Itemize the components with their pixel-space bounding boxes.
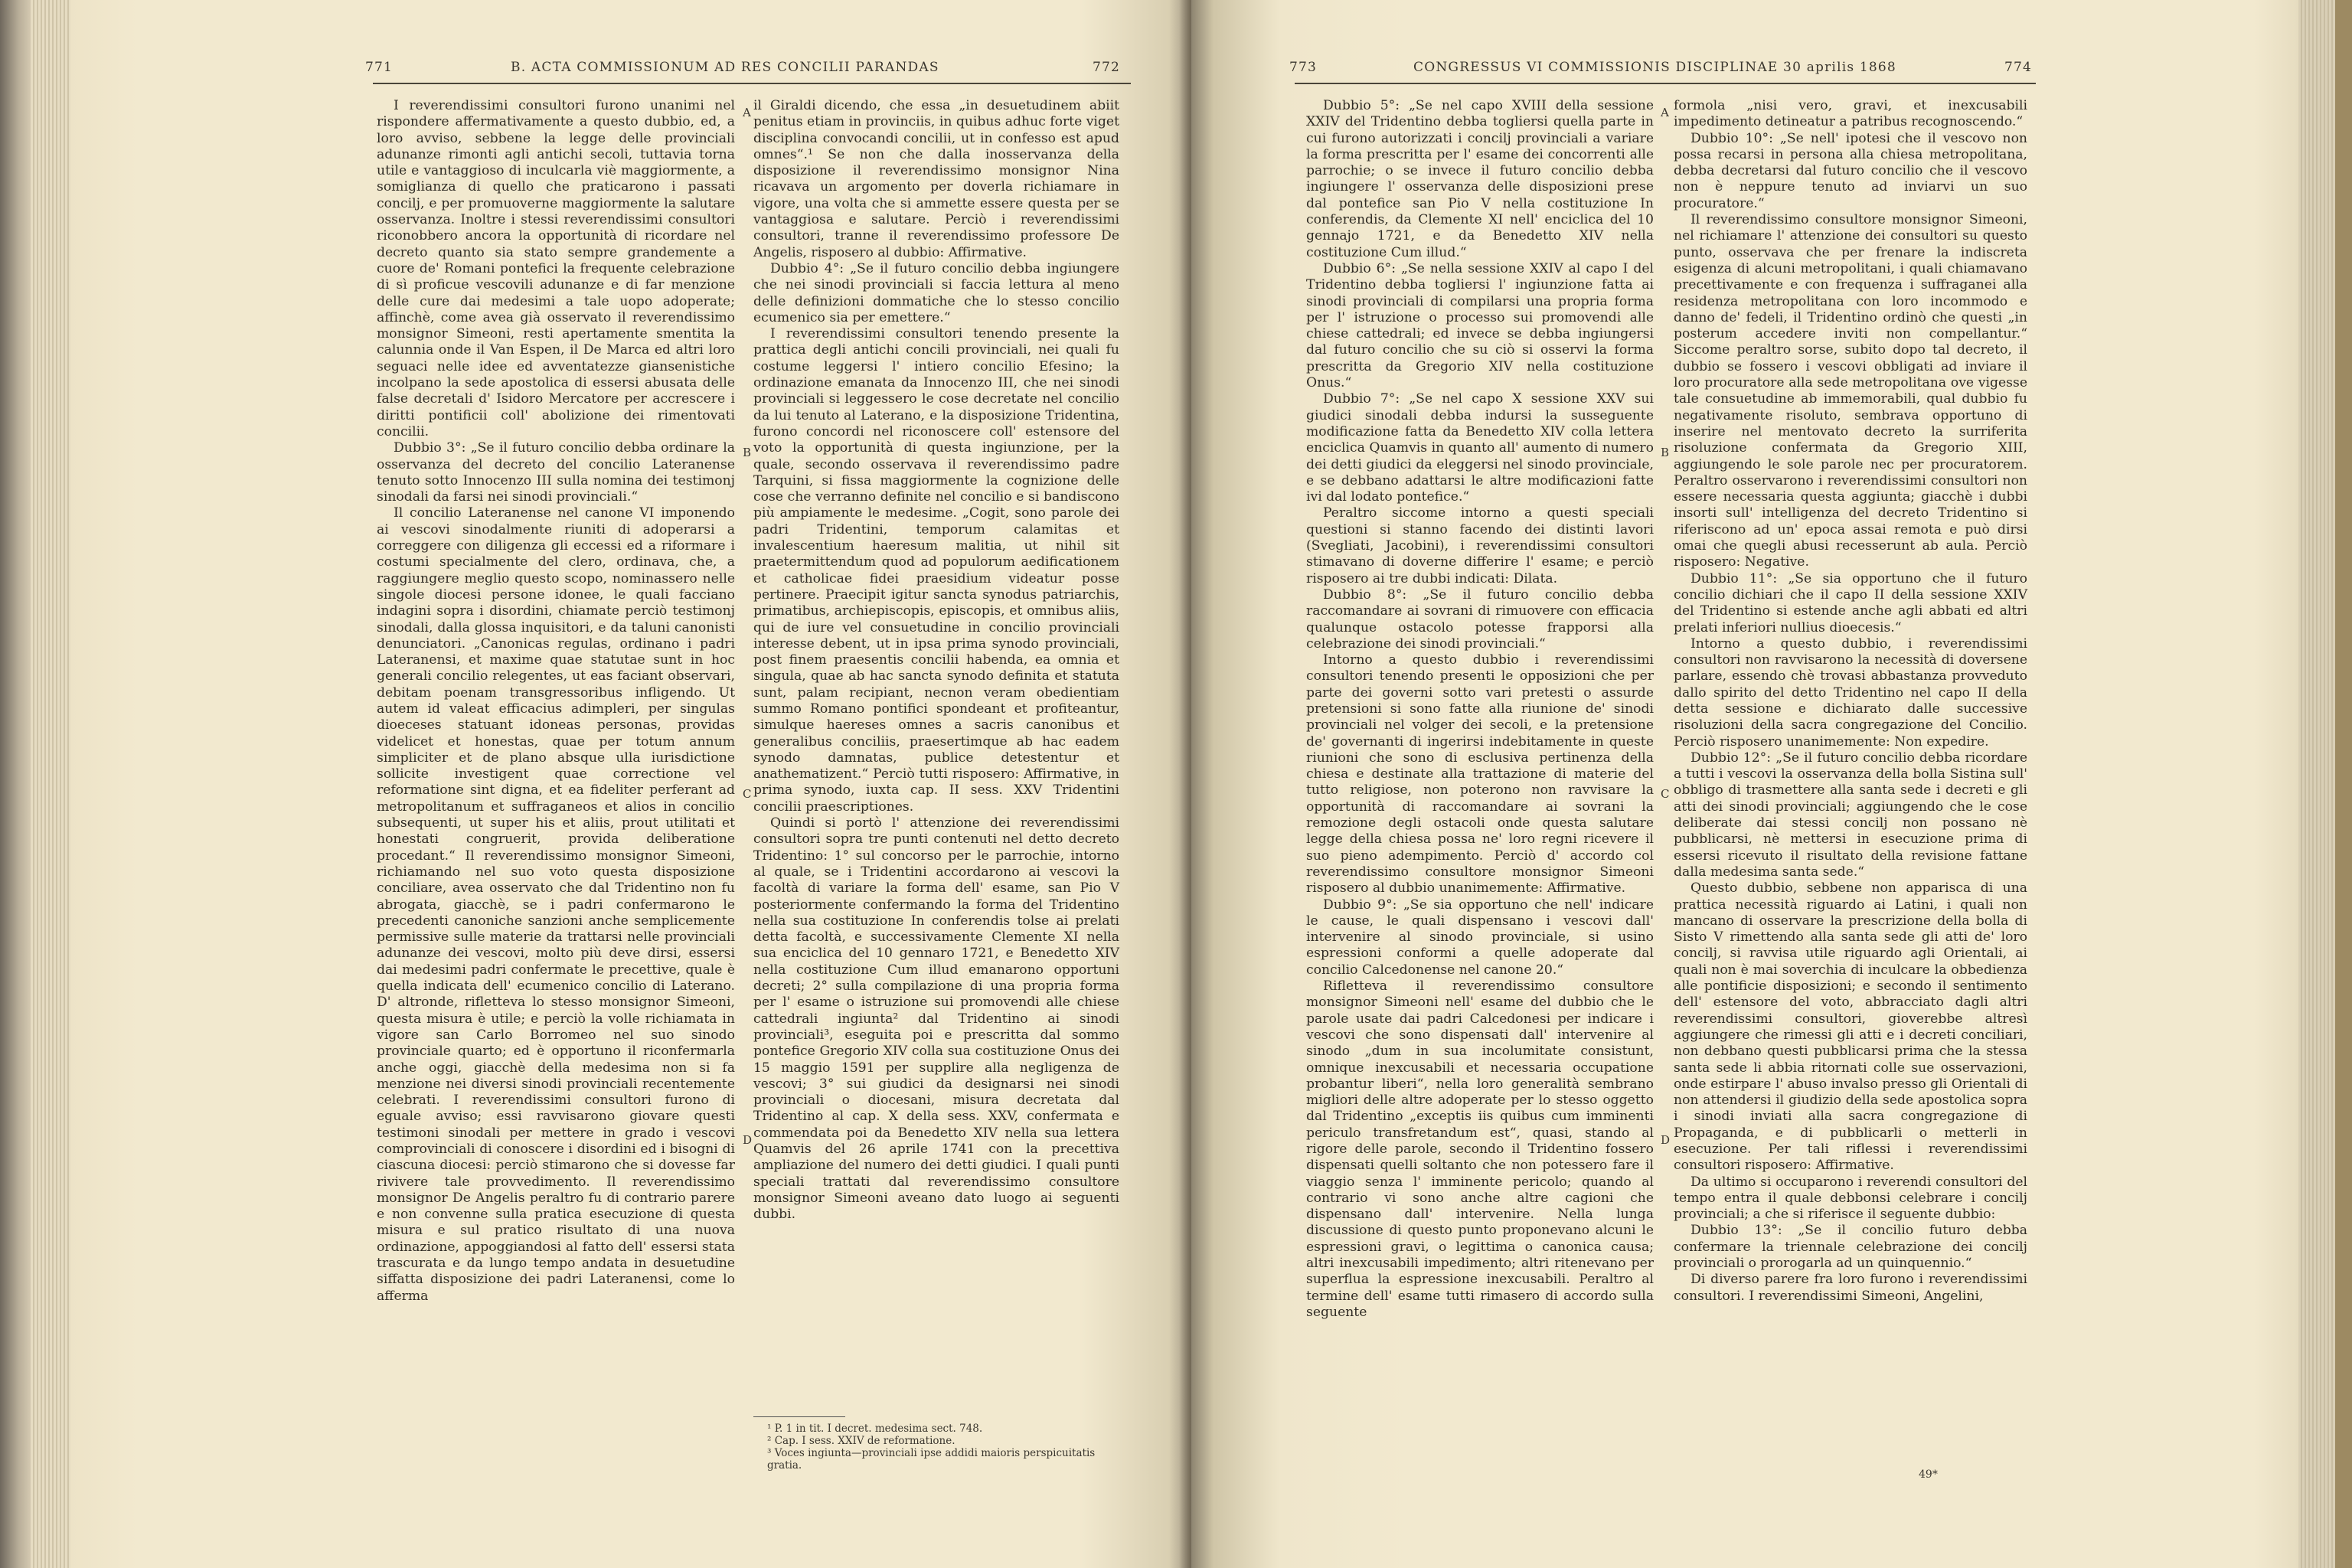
paragraph: Dubbio 4°: „Se il futuro concilio debba ingiungere che nei sinodi provinciali si faccia lettura al meno delle definizioni dommatiche che lo stesso concilio ecumenico sia per emettere.“ <box>753 260 1119 325</box>
signature-mark: 49* <box>1919 1468 1938 1481</box>
paragraph: Di diverso parere fra loro furono i reverendissimi consultori. I reverendissimi Simeoni, Angelini, <box>1674 1272 2027 1304</box>
paragraph: Dubbio 6°: „Se nella sessione XXIV al capo I del Tridentino debba togliersi l' ingiunzione fatta ai sinodi provinciali di compilarsi una propria forma per l' istruzione o processo sui promovendi alle chiese cattedrali; ed invece se debba ingiungersi dal futuro concilio che su ciò si osservi la forma prescritta da Gregorio XIV nella costituzione Onus.“ <box>1306 260 1654 391</box>
footnotes <box>767 1423 1119 1472</box>
left-head-rule <box>373 83 1131 84</box>
right-page <box>1191 0 2298 1568</box>
margin-letter-c: C <box>1661 787 1670 801</box>
paragraph: Rifletteva il reverendissimo consultore monsignor Simeoni nell' esame del dubbio che le parole usate dai padri Calcedonesi per indicare i vescovi che sono dispensati dall' intervenire al sinodo „dum in sua incolumitate consistunt, omnique inexcusabili et necessaria occupatione probantur liberi“, nella loro generalità sembrano migliori delle altre adoperate per lo stesso oggetto dal Tridentino „exceptis iis quibus cum imminenti periculo transfretandum est“, quasi, stando al rigore delle parole, secondo il Tridentino fossero dispensati quelli soltanto che non potessero fare il viaggio senza l' imminente pericolo; quando al contrario vi sono anche altre cagioni che dispensano dall' intervenire. Nella lunga discussione di questo punto proponevano alcuni le espressioni gravi, o legittima o canonica causa; altri inexcusabili impedimento; altri ritenevano per superflua la espressione inexcusabili. Peraltro al termine dell' esame tutti rimasero di accordo sulla seguente <box>1306 978 1654 1320</box>
footnote-rule <box>753 1416 845 1417</box>
margin-letter-c: C <box>743 787 752 801</box>
margin-letter-d: D <box>743 1133 753 1147</box>
right-page-number-inner: 773 <box>1289 60 1318 75</box>
footnote-2: ² Cap. I sess. XXIV de reformatione. <box>767 1435 956 1447</box>
paragraph: Quindi si portò l' attenzione dei reverendissimi consultori sopra tre punti contenuti nel detto decreto Tridentino: 1° sul concorso per le parrochie, intorno al quale, se i Tridentini accordarono ai vescovi la facoltà di variare la forma dell' esame, san Pio V posteriormente confermando la forma del Tridentino nella sua costituzione In conferendis tolse ai prelati detta facoltà, e successivamente Clemente XI nella sua enciclica del 10 gennaro 1721, e Benedetto XIV nella costituzione Cum illud emanarono opportuni decreti; 2° sulla compilazione di una propria forma per l' esame o istruzione sui promovendi alle chiese cattedrali ingiunta² dal Tridentino ai sinodi provinciali³, eseguita poi e prescritta dal sommo pontefice Gregorio XIV colla sua costituzione Onus dei 15 maggio 1591 per supplire alla negligenza de vescovi; 3° sui giudici da designarsi nei sinodi provinciali o diocesani, misura decretata dal Tridentino al cap. X della sess. XXV, confermata e commendata poi da Benedetto XIV nella sua lettera Quamvis del 26 aprile 1741 con la precettiva ampliazione del numero dei detti giudici. I quali punti speciali trattati dal reverendissimo consultore monsignor Simeoni aveano dato luogo ai seguenti dubbi. <box>753 815 1119 1223</box>
right-column-1 <box>1306 98 1654 1321</box>
margin-letter-a: A <box>743 106 751 119</box>
paragraph: Intorno a questo dubbio, i reverendissimi consultori non ravvisarono la necessità di doversene parlare, essendo chè trovasi abbastanza provveduto dallo spirito del detto Tridentino nel capo II della detta sessione e dichiarato dalle successive risoluzioni della sacra congregazione del Concilio. Perciò risposero unanimemente: Non expedire. <box>1674 635 2027 750</box>
footnote-1: ¹ P. 1 in tit. I decret. medesima sect. 748. <box>767 1423 983 1435</box>
paragraph: Il reverendissimo consultore monsignor Simeoni, nel richiamare l' attenzione dei consultori su questo punto, osservava che per frenare la indiscreta esigenza di alcuni metropolitani, i quali chiamavano precettivamente e con frequenza i suffraganei alla residenza metropolitana con loro incommodo e danno de' fedeli, il Tridentino ordinò che questi „in posterum accedere inviti non compellantur.“ Siccome peraltro sorse, subito dopo tal decreto, il dubbio se fossero i vescovi obbligati ad inviare il loro procuratore alla sede metropolitana ove vigesse tale consuetudine ab immemorabili, qual dubbio fu negativamente risoluto, sembrava opportuno di inserire nel mentovato decreto la surriferita risoluzione confermata da Gregorio XIII, aggiungendo le sole parole nec per procuratorem. Peraltro osservarono i reverendissimi consultori non essere necessaria questa aggiunta; giacchè i dubbi insorti sull' intelligenza del decreto Tridentino si riferiscono ad un' epoca assai remota e può dirsi omai che quegli abusi recesserunt ab aula. Perciò risposero: Negative. <box>1674 212 2027 570</box>
paragraph: Da ultimo si occuparono i reverendi consultori del tempo entra il quale debbonsi celebrare i concilj provinciali; a che si riferisce il seguente dubbio: <box>1674 1174 2027 1223</box>
paragraph: il Giraldi dicendo, che essa „in desuetudinem abiit penitus etiam in provinciis, in quibus adhuc forte viget disciplina convocandi concilii, ut in confesso est apud omnes“.¹ Se non che dalla inosservanza della disposizione il reverendissimo monsignor Nina ricavava un argomento per doverla richiamare in vigore, una volta che si ammette essere questa per se vantaggiosa e salutare. Perciò i reverendissimi consultori, tranne il reverendissimo professore De Angelis, risposero al dubbio: Affirmative. <box>753 98 1120 260</box>
paragraph: I reverendissimi consultori tenendo presente la prattica degli antichi concili provinciali, nei quali fu costume leggersi l' intiero concilio Efesino; la ordinazione emanata da Innocenzo III, che nei sinodi provinciali si leggessero le cose decretate nel concilio da lui tenuto al Laterano, e la disposizione Tridentina, furono concordi nel riconoscere coll' estensore del voto la opportunità di questa ingiunzione, per la quale, secondo osservava il reverendissimo padre Tarquini, si fissa maggiormente la cognizione delle cose che verranno definite nel concilio e si bandiscono più ampiamente le medesime. „Cogit, sono parole dei padri Tridentini, temporum calamitas et invalescentium haeresum malitia, ut nihil sit praetermittendum quod ad populorum aedificationem et catholicae fidei praesidium videatur posse pertinere. Praecipit igitur sancta synodus patriarchis, primatibus, archiepiscopis, episcopis, et omnibus aliis, qui de iure vel consuetudine in concilio provinciali interesse debent, ut in ipsa prima synodo provinciali, post finem praesentis concilii habenda, ea omnia et singula, quae ab hac sancta synodo definita et statuta sunt, palam recipiant, necnon veram obedientiam summo Romano pontifici spondeant et profiteantur, simulque haereses omnes a sacris canonibus et generalibus conciliis, praesertimque ab hac eadem synodo damnatas, publice detestentur et anathematizent.“ Perciò tutti risposero: Affirmative, in prima synodo, iuxta cap. II sess. XXV Tridentini concilii praescriptiones. <box>753 326 1119 815</box>
paragraph: Dubbio 8°: „Se il futuro concilio debba raccomandare ai sovrani di rimuovere con efficacia qualunque ostacolo potesse frapporsi alla celebrazione dei sinodi provinciali.“ <box>1306 586 1654 652</box>
paragraph: Dubbio 7°: „Se nel capo X sessione XXV sui giudici sinodali debba indursi la susseguente modificazione fatta da Benedetto XIV colla lettera enciclica Quamvis in quanto all' aumento di numero dei detti giudici da eleggersi nel sinodo provinciale, e se debbano adattarsi le altre modificazioni fatte ivi dal lodato pontefice.“ <box>1306 391 1654 505</box>
paragraph: Intorno a questo dubbio i reverendissimi consultori tenendo presenti le opposizioni che per parte dei governi sotto vari pretesti o assurde pretensioni si sono fatte alla riunione de' sinodi provinciali nel volger dei secoli, e la pretensione de' governanti di ingerirsi indebitamente in queste riunioni che sono di esclusiva pertinenza della chiesa e destinate alla trattazione di materie del tutto religiose, non poterono non ravvisare la opportunità di raccomandare ai sovrani la remozione degli ostacoli onde questa salutare legge della chiesa possa ne' loro regni ricevere il suo pieno adempimento. Perciò d' accordo col reverendissimo consultore monsignor Simeoni risposero al dubbio unanimemente: Affirmative. <box>1306 652 1654 897</box>
margin-letter-d: D <box>1661 1133 1671 1147</box>
page-stack-left <box>31 0 70 1568</box>
paragraph: I reverendissimi consultori furono unanimi nel rispondere affermativamente a questo dubbio, ed, a loro avviso, sebbene la legge delle provinciali adunanze rimonti agli antichi secoli, tuttavia torna utile e vantaggioso di inculcarla viè maggiormente, a somiglianza di quello che praticarono i passati concilj, e per promuoverne maggiormente la salutare osservanza. Inoltre i stessi reverendissimi consultori riconobbero ancora la opportunità di ricordare nel decreto quanto sia stato sempre grandemente a cuore de' Romani pontefici la frequente celebrazione di sì proficue vescovili adunanze e di far menzione delle cure dai medesimi a tale uopo adoperate; affinchè, come avea già osservato il reverendissimo monsignor Simeoni, resti apertamente smentita la calunnia onde il Van Espen, il De Marca ed altri loro seguaci nelle idee ed avventatezze giansenistiche incolpano la sede apostolica di essersi abusata delle false decretali d' Isidoro Mercatore per accrescere i diritti pontificii coll' abolizione dei rimentovati concilii. <box>377 98 735 439</box>
book-spine-edge-left <box>0 0 31 1568</box>
right-page-number-outer: 774 <box>2004 60 2033 75</box>
paragraph: Peraltro siccome intorno a questi speciali questioni si stanno facendo dei distinti lavori (Svegliati, Jacobini), i reverendissimi consultori stimavano di doverne differire l' esame; e perciò risposero ai tre dubbi indicati: Dilata. <box>1306 505 1654 586</box>
margin-letter-b: B <box>743 446 752 459</box>
right-column-2 <box>1674 98 2027 1305</box>
paragraph: Dubbio 13°: „Se il concilio futuro debba confermare la triennale celebrazione dei concilj provinciali o prorogarla ad un quinquennio.“ <box>1674 1223 2027 1272</box>
book-cover-edge-right <box>2335 0 2352 1568</box>
left-column-2 <box>753 98 1119 1223</box>
paragraph: Il concilio Lateranense nel canone VI imponendo ai vescovi sinodalmente riuniti di adoperarsi a correggere con diligenza gli eccessi ed a riformare i costumi specialmente del clero, ordinava, che, a raggiungere meglio questo scopo, nominassero nelle singole diocesi persone idonee, le quali facciano indagini sopra i disordini, chiamate perciò testimonj sinodali, dalla glossa inquisitori, e da taluni canonisti denunciatori. „Canonicas regulas, ordinano i padri Lateranensi, et maxime quae statutae sunt in hoc generali concilio relegentes, ut eas faciant observari, debitam poenam transgressoribus infligendo. Ut autem id valeat efficacius adimpleri, per singulas dioeceses statuant idoneas personas, providas videlicet et honestas, quae per totum annum simpliciter et de plano absque ulla iurisdictione sollicite investigent quae correctione vel reformatione sint digna, et ea fideliter perferant ad metropolitanum et suffraganeos et alios in concilio subsequenti, ut super his et aliis, prout utilitati et honestati congruerit, provida deliberatione procedant.“ Il reverendissimo monsignor Simeoni, richiamando nel suo voto questa disposizione conciliare, avea osservato che dal Tridentino non fu abrogata, giacchè, se i padri confermarono le precedenti canoniche sanzioni anche semplicemente permissive sulle materie da trattarsi nelle provinciali adunanze dei vescovi, molto più deve dirsi, essersi dai medesimi padri confermate le precettive, quale è quella indicata dell' ecumenico concilio di Laterano. D' altronde, rifletteva lo stesso monsignor Simeoni, questa misura è utile; e perciò la volle richiamata in vigore san Carlo Borromeo nel suo sinodo provinciale quarto; ed è opportuno il riconfermarla anche oggi, giacchè della medesima non si fa menzione nei diversi sinodi provinciali recentemente celebrati. I reverendissimi consultori furono di eguale avviso; essi ravvisarono giovare questi testimoni sinodali per mettere in grado i vescovi comprovinciali di conoscere i disordini ed i bisogni di ciascuna diocesi: perciò stimarono che si dovesse far rivivere tale provvedimento. Il reverendissimo monsignor De Angelis peraltro fu di contrario parere e non convenne sulla pratica esecuzione di questa misura e sul pratico risultato di una nuova ordinazione, appoggiandosi al fatto dell' essersi stata trascurata e da lungo tempo andata in desuetudine siffatta disposizione dei padri Lateranensi, come lo afferma <box>377 505 735 1304</box>
paragraph: Dubbio 5°: „Se nel capo XVIII della sessione XXIV del Tridentino debba togliersi quella parte in cui furono autorizzati i concilj provinciali a variare la forma prescritta per l' esame dei concorrenti alle parrochie; o se invece il futuro concilio debba ingiungere l' osservanza delle disposizioni prese dal pontefice san Pio V nella costituzione In conferendis, da Clemente XI nell' enciclica del 10 gennajo 1721, e da Benedetto XIV nella costituzione Cum illud.“ <box>1306 98 1654 260</box>
margin-letter-a: A <box>1661 106 1669 119</box>
paragraph: Dubbio 10°: „Se nell' ipotesi che il vescovo non possa recarsi in persona alla chiesa metropolitana, debba decretarsi dal futuro concilio che il vescovo non è neppure tenuto ad inviarvi un suo procuratore.“ <box>1674 130 2027 211</box>
paragraph: Questo dubbio, sebbene non apparisca di una prattica necessità riguardo ai Latini, i quali non mancano di osservare la prescrizione della bolla di Sisto V rimettendo alla santa sede gli atti de' loro concilj, si ravvisa utile riguardo agli Orientali, ai quali non è mai soverchia di inculcare la obbedienza alle pontificie disposizioni; e secondo il sentimento dell' estensore del voto, abbracciato dagli altri reverendissimi consultori, gioverebbe altresì aggiungere che rimessi gli atti e i decreti conciliari, non debbano questi pubblicarsi prima che la stessa santa sede li abbia ritornati colle sue osservazioni, onde estirpare l' abuso invalso presso gli Orientali di non attendersi il giudizio della sede apostolica sopra i sinodi inviati alla sacra congregazione di Propaganda, e di pubblicarli o metterli in esecuzione. Per tali riflessi i reverendissimi consultori risposero: Affirmative. <box>1674 880 2027 1174</box>
paragraph: Dubbio 11°: „Se sia opportuno che il futuro concilio dichiari che il capo II della sessione XXIV del Tridentino si estende anche agli abbati ed altri prelati inferiori nullius dioecesis.“ <box>1674 570 2027 635</box>
paragraph: Dubbio 9°: „Se sia opportuno che nell' indicare le cause, le quali dispensano i vescovi dall' intervenire al sinodo provinciale, si usino espressioni conformi a quelle adoperate dal concilio Calcedonense nel canone 20.“ <box>1306 897 1654 978</box>
paragraph: Dubbio 12°: „Se il futuro concilio debba ricordare a tutti i vescovi la osservanza della bolla Sistina sull' obbligo di trasmettere alla santa sede i decreti e gli atti dei sinodi provinciali; aggiungendo che le cose deliberate dai stessi concilj non possano nè pubblicarsi, nè mettersi in esecuzione prima di essersi ricevuto il risultato della revisione fattane dalla medesima santa sede.“ <box>1674 750 2027 880</box>
left-column-1 <box>377 98 735 1305</box>
right-header-title: CONGRESSUS VI COMMISSIONIS DISCIPLINAE 30 aprilis 1868 <box>1413 60 1896 75</box>
left-header-title: B. ACTA COMMISSIONUM AD RES CONCILII PARANDAS <box>511 60 939 75</box>
paragraph: formola „nisi vero, gravi, et inexcusabili impedimento detineatur a patribus recognoscendo.“ <box>1674 98 2027 130</box>
left-page-number-outer: 771 <box>365 60 394 75</box>
footnote-3: ³ Voces ingiunta—provinciali ipse addidi maioris perspicuitatis gratia. <box>767 1447 1096 1472</box>
left-page <box>70 0 1191 1568</box>
paragraph: Dubbio 3°: „Se il futuro concilio debba ordinare la osservanza del decreto del concilio Lateranense tenuto sotto Innocenzo III sulla nomina dei testimonj sinodali da farsi nei sinodi provinciali.“ <box>377 440 735 505</box>
margin-letter-b: B <box>1661 446 1670 459</box>
right-head-rule <box>1295 83 2036 84</box>
left-page-number-inner: 772 <box>1093 60 1121 75</box>
